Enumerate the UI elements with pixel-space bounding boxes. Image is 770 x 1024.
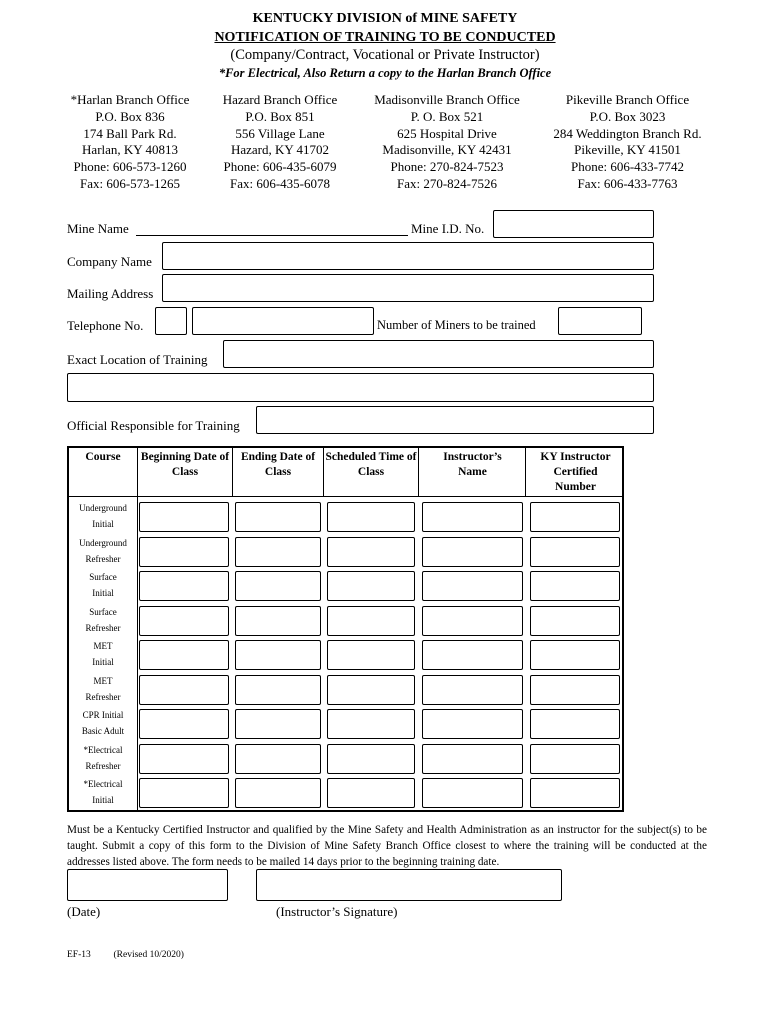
- office-phone: Phone: 606-435-6079: [223, 159, 337, 175]
- cell-instructor-name[interactable]: [422, 571, 523, 601]
- cell-instructor-name[interactable]: [422, 640, 523, 670]
- course-electrical-refresher: *Electrical Refresher: [83, 745, 123, 771]
- date-label: (Date): [67, 904, 101, 919]
- office-harlan: [60, 92, 200, 193]
- office-street: 174 Ball Park Rd.: [83, 125, 177, 141]
- location-label: Exact Location of Training: [67, 352, 208, 367]
- column-divider: [418, 448, 419, 496]
- cell-certified-number[interactable]: [530, 537, 620, 567]
- course-underground-refresher: Underground Refresher: [79, 538, 127, 564]
- header-ending-date: Ending Date of Class: [240, 451, 316, 478]
- header-course: Course: [85, 451, 121, 463]
- office-street: 556 Village Lane: [235, 125, 325, 141]
- header-certified-number: KY Instructor Certified Number: [540, 451, 611, 493]
- office-name: Hazard Branch Office: [222, 92, 338, 107]
- cell-scheduled-time[interactable]: [327, 778, 415, 808]
- course-underground-initial: Underground Initial: [79, 503, 127, 529]
- cell-instructor-name[interactable]: [422, 606, 523, 636]
- cell-certified-number[interactable]: [530, 640, 620, 670]
- office-street: 625 Hospital Drive: [397, 125, 497, 141]
- course-met-refresher: MET Refresher: [85, 676, 121, 702]
- cell-scheduled-time[interactable]: [327, 571, 415, 601]
- cell-instructor-name[interactable]: [422, 709, 523, 739]
- form-revision: (Revised 10/2020): [113, 950, 184, 960]
- company-name-label: Company Name: [67, 254, 152, 269]
- cell-instructor-name[interactable]: [422, 744, 523, 774]
- cell-beginning-date[interactable]: [139, 709, 229, 739]
- cell-instructor-name[interactable]: [422, 675, 523, 705]
- office-hazard: [210, 92, 350, 193]
- cell-ending-date[interactable]: [235, 778, 321, 808]
- cell-ending-date[interactable]: [235, 640, 321, 670]
- course-surface-initial: Surface Initial: [89, 572, 117, 598]
- header-beginning-date: Beginning Date of Class: [140, 451, 230, 478]
- cell-ending-date[interactable]: [235, 537, 321, 567]
- location-field-line2[interactable]: [67, 373, 654, 402]
- office-phone: Phone: 606-433-7742: [570, 159, 685, 175]
- cell-beginning-date[interactable]: [139, 778, 229, 808]
- cell-ending-date[interactable]: [235, 502, 321, 532]
- mine-name-field[interactable]: [136, 235, 408, 236]
- office-street: 284 Weddington Branch Rd.: [553, 125, 702, 141]
- area-code-field[interactable]: [155, 307, 187, 335]
- form-title: KENTUCKY DIVISION of MINE SAFETY: [252, 11, 518, 26]
- cell-beginning-date[interactable]: [139, 571, 229, 601]
- column-divider: [323, 448, 324, 496]
- mine-id-label: Mine I.D. No.: [411, 221, 485, 236]
- office-fax: Fax: 606-433-7763: [577, 175, 678, 191]
- telephone-field[interactable]: [192, 307, 374, 335]
- cell-certified-number[interactable]: [530, 778, 620, 808]
- cell-scheduled-time[interactable]: [327, 502, 415, 532]
- cell-ending-date[interactable]: [235, 675, 321, 705]
- cell-ending-date[interactable]: [235, 606, 321, 636]
- column-divider: [525, 448, 526, 496]
- cell-ending-date[interactable]: [235, 709, 321, 739]
- office-fax: Fax: 270-824-7526: [396, 175, 498, 191]
- course-met-initial: MET Initial: [92, 641, 114, 667]
- office-box: P.O. Box 851: [245, 108, 315, 124]
- course-surface-refresher: Surface Refresher: [85, 607, 121, 633]
- instructions-text: Must be a Kentucky Certified Instructor and qualified by the Mine Safety and Health Administration as an instructor for the subject(s) to be taught. Submit a copy of this form to the Division of Mine Safety Branch Office closest to where the training will be conducted at the addresses listed above. The form needs to be mailed 14 days prior to the beginning training date.: [67, 824, 707, 868]
- cell-instructor-name[interactable]: [422, 537, 523, 567]
- mailing-address-field[interactable]: [162, 274, 654, 302]
- course-electrical-initial: *Electrical Initial: [83, 779, 123, 805]
- training-schedule-table: [67, 446, 624, 812]
- cell-beginning-date[interactable]: [139, 744, 229, 774]
- course-cpr-initial: CPR Initial Basic Adult: [81, 710, 125, 736]
- cell-ending-date[interactable]: [235, 571, 321, 601]
- cell-scheduled-time[interactable]: [327, 640, 415, 670]
- office-city: Madisonville, KY 42431: [382, 142, 512, 158]
- telephone-label: Telephone No.: [67, 318, 144, 333]
- office-fax: Fax: 606-573-1265: [79, 175, 181, 191]
- header-scheduled-time: Scheduled Time of Class: [325, 451, 417, 478]
- office-pikeville: [545, 92, 710, 193]
- cell-certified-number[interactable]: [530, 606, 620, 636]
- office-fax: Fax: 606-435-6078: [229, 175, 331, 191]
- date-field[interactable]: [67, 869, 228, 901]
- cell-scheduled-time[interactable]: [327, 606, 415, 636]
- cell-certified-number[interactable]: [530, 709, 620, 739]
- cell-scheduled-time[interactable]: [327, 675, 415, 705]
- electrical-note: *For Electrical, Also Return a copy to the Harlan Branch Office: [218, 66, 552, 80]
- cell-beginning-date[interactable]: [139, 502, 229, 532]
- office-box: P.O. Box 836: [95, 108, 165, 124]
- cell-certified-number[interactable]: [530, 744, 620, 774]
- office-phone: Phone: 606-573-1260: [73, 159, 187, 175]
- cell-certified-number[interactable]: [530, 675, 620, 705]
- mine-id-field[interactable]: [493, 210, 654, 238]
- form-subtitle: NOTIFICATION OF TRAINING TO BE CONDUCTED: [214, 30, 556, 45]
- cell-beginning-date[interactable]: [139, 537, 229, 567]
- miners-count-field[interactable]: [558, 307, 642, 335]
- office-box: P.O. Box 3023: [589, 108, 666, 124]
- cell-beginning-date[interactable]: [139, 640, 229, 670]
- signature-label: (Instructor’s Signature): [276, 904, 398, 919]
- company-name-field[interactable]: [162, 242, 654, 270]
- cell-certified-number[interactable]: [530, 571, 620, 601]
- office-madisonville: [362, 92, 532, 193]
- location-field[interactable]: [223, 340, 654, 368]
- cell-beginning-date[interactable]: [139, 606, 229, 636]
- office-city: Hazard, KY 41702: [230, 142, 330, 158]
- instructor-types: (Company/Contract, Vocational or Private Instructor): [230, 47, 540, 63]
- cell-scheduled-time[interactable]: [327, 744, 415, 774]
- header-divider: [69, 496, 622, 497]
- instructor-signature-field[interactable]: [256, 869, 562, 901]
- office-name: *Harlan Branch Office: [70, 92, 190, 107]
- header-instructor-name: Instructor’s Name: [443, 451, 502, 478]
- cell-scheduled-time[interactable]: [327, 709, 415, 739]
- office-city: Harlan, KY 40813: [82, 142, 178, 158]
- mailing-address-label: Mailing Address: [67, 286, 154, 301]
- cell-scheduled-time[interactable]: [327, 537, 415, 567]
- cell-instructor-name[interactable]: [422, 778, 523, 808]
- office-box: P. O. Box 521: [410, 108, 484, 124]
- office-city: Pikeville, KY 41501: [574, 142, 681, 158]
- form-id: EF-13: [67, 950, 91, 960]
- cell-ending-date[interactable]: [235, 744, 321, 774]
- cell-instructor-name[interactable]: [422, 502, 523, 532]
- form-footer: [67, 950, 184, 960]
- office-name: Pikeville Branch Office: [565, 92, 690, 107]
- column-divider: [137, 448, 138, 810]
- office-name: Madisonville Branch Office: [374, 92, 520, 107]
- cell-certified-number[interactable]: [530, 502, 620, 532]
- official-label: Official Responsible for Training: [67, 418, 240, 433]
- mine-name-label: Mine Name: [67, 221, 129, 236]
- office-phone: Phone: 270-824-7523: [390, 159, 504, 175]
- cell-beginning-date[interactable]: [139, 675, 229, 705]
- miners-count-label: Number of Miners to be trained: [377, 318, 536, 332]
- official-field[interactable]: [256, 406, 654, 434]
